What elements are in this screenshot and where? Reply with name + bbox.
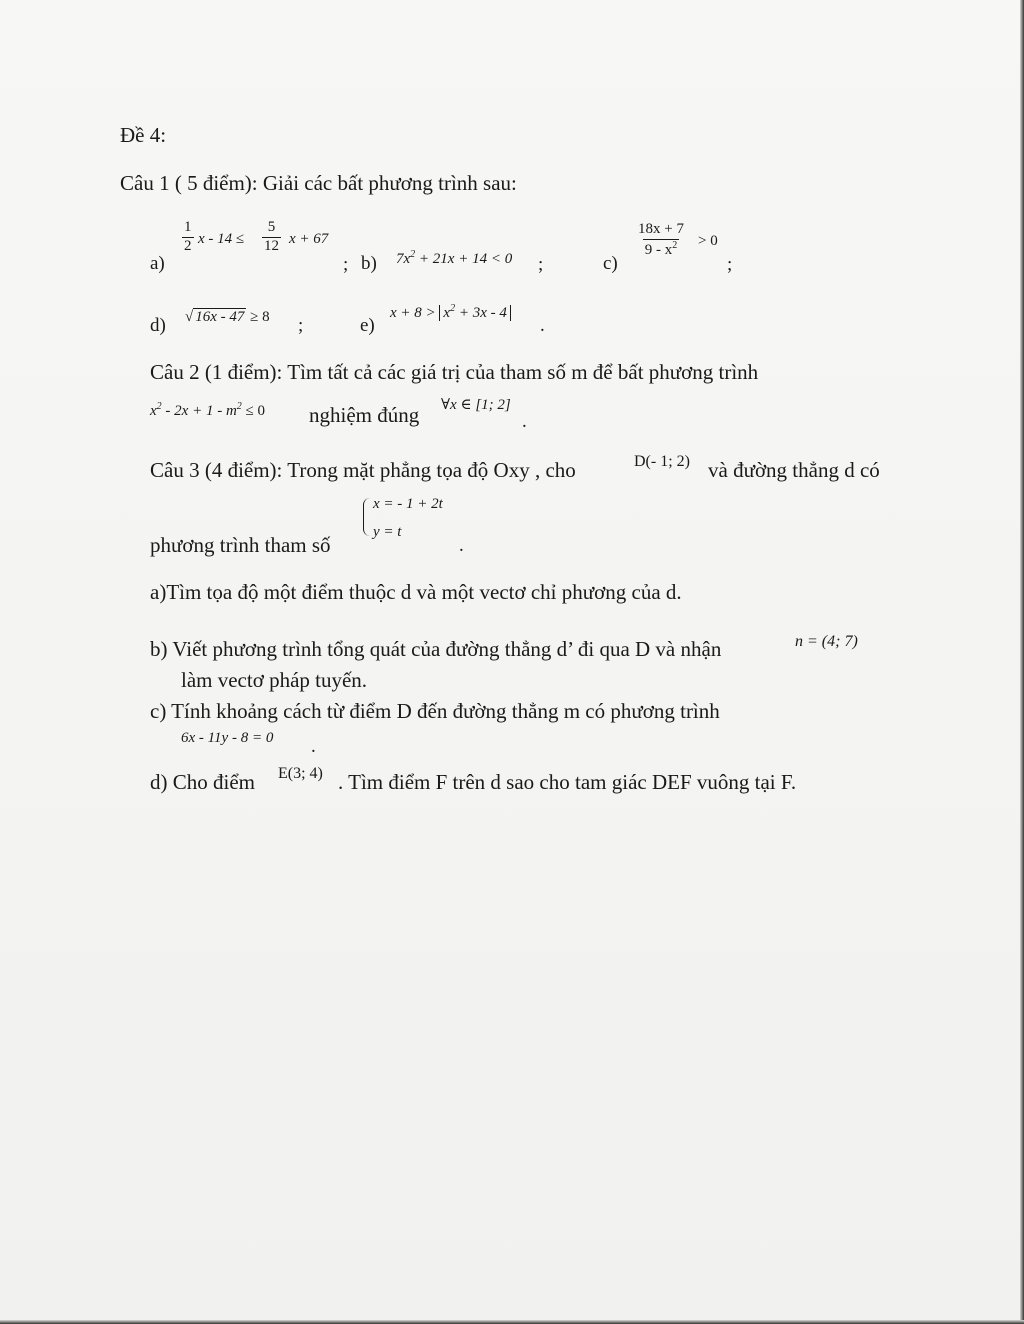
question-3-title: Câu 3 (4 điểm): Trong mặt phẳng tọa độ Oxy , cho [150, 458, 576, 482]
q1-e-expression: $x + 8 > x^2 + 3x - 4$ [390, 304, 511, 321]
q1-a-fraction-2: $\frac{5}{12}$ [264, 219, 279, 254]
page-edge-bottom [0, 1320, 1024, 1324]
q3-part-d-prefix: d) Cho điểm [150, 770, 255, 794]
q3-part-d-suffix: . Tìm điểm F trên d sao cho tam giác DEF vuông tại F. [338, 770, 797, 794]
q1-separator-1: ; [343, 254, 349, 275]
q3-point-e: E(3; 4) [278, 765, 323, 782]
q1-c-fraction: $\frac{18x + 7}{9 - x^2}$ [638, 221, 684, 258]
question-1-title: Câu 1 ( 5 điểm): Giải các bất phương trình sau: [120, 171, 517, 195]
q1-separator-2: ; [538, 254, 544, 275]
q3-point-d: D(- 1; 2) [634, 453, 690, 470]
q3-system-line-2: y = t [373, 524, 402, 540]
question-3-title-tail: và đường thẳng d có [708, 458, 880, 482]
q1-d-label: d) [150, 315, 166, 336]
q3-part-a: a)Tìm tọa độ một điểm thuộc d và một vectơ chỉ phương của d. [150, 580, 682, 604]
q3-param-end: . [459, 535, 464, 556]
q3-part-c-line-1: c) Tính khoảng cách từ điểm D đến đường thẳng m có phương trình [150, 699, 720, 723]
q1-a-label: a) [150, 253, 165, 274]
q1-separator-4: ; [298, 315, 304, 336]
q3-system-line-1: x = - 1 + 2t [373, 496, 443, 512]
q1-c-label: c) [603, 253, 618, 274]
q2-inequality: $x^2 - 2x + 1 - m^2 \le 0$ [150, 401, 266, 419]
exam-heading: Đề 4: [120, 123, 167, 147]
q1-b-label: b) [361, 253, 377, 274]
q3-part-c-end: . [311, 736, 316, 757]
q1-separator-3: ; [727, 254, 733, 275]
q3-system-brace [363, 498, 370, 536]
q2-text: nghiệm đúng [309, 403, 420, 427]
q2-end: . [522, 411, 527, 432]
q3-line-m-equation: 6x - 11y - 8 = 0 [181, 730, 274, 746]
q2-forall-condition: ∀x ∈ [1; 2] [441, 397, 511, 413]
question-2-title: Câu 2 (1 điểm): Tìm tất cả các giá trị của tham số m để bất phương trình [150, 360, 759, 384]
q3-param-text: phương trình tham số [150, 533, 331, 557]
q1-e-label: e) [360, 315, 375, 336]
q1-c-tail: > 0 [698, 233, 718, 249]
q3-normal-vector: n = (4; 7) [795, 633, 858, 650]
q1-a-middle: x - 14 ≤ [198, 231, 245, 247]
q3-part-b-line-1: b) Viết phương trình tổng quát của đường thẳng d’ đi qua D và nhận [150, 637, 722, 661]
page-edge-right [1020, 0, 1024, 1324]
q1-a-tail: x + 67 [289, 231, 329, 247]
q1-d-sqrt-expression: √ 16x - 47 ≥ 8 [185, 309, 270, 325]
q1-a-fraction-1: $\frac{1}{2}$ [184, 219, 192, 254]
q1-e-end: . [540, 315, 545, 336]
q1-b-expression: $7x^2 + 21x + 14 < 0$ [396, 249, 513, 267]
q3-part-b-line-2: làm vectơ pháp tuyến. [181, 668, 368, 692]
